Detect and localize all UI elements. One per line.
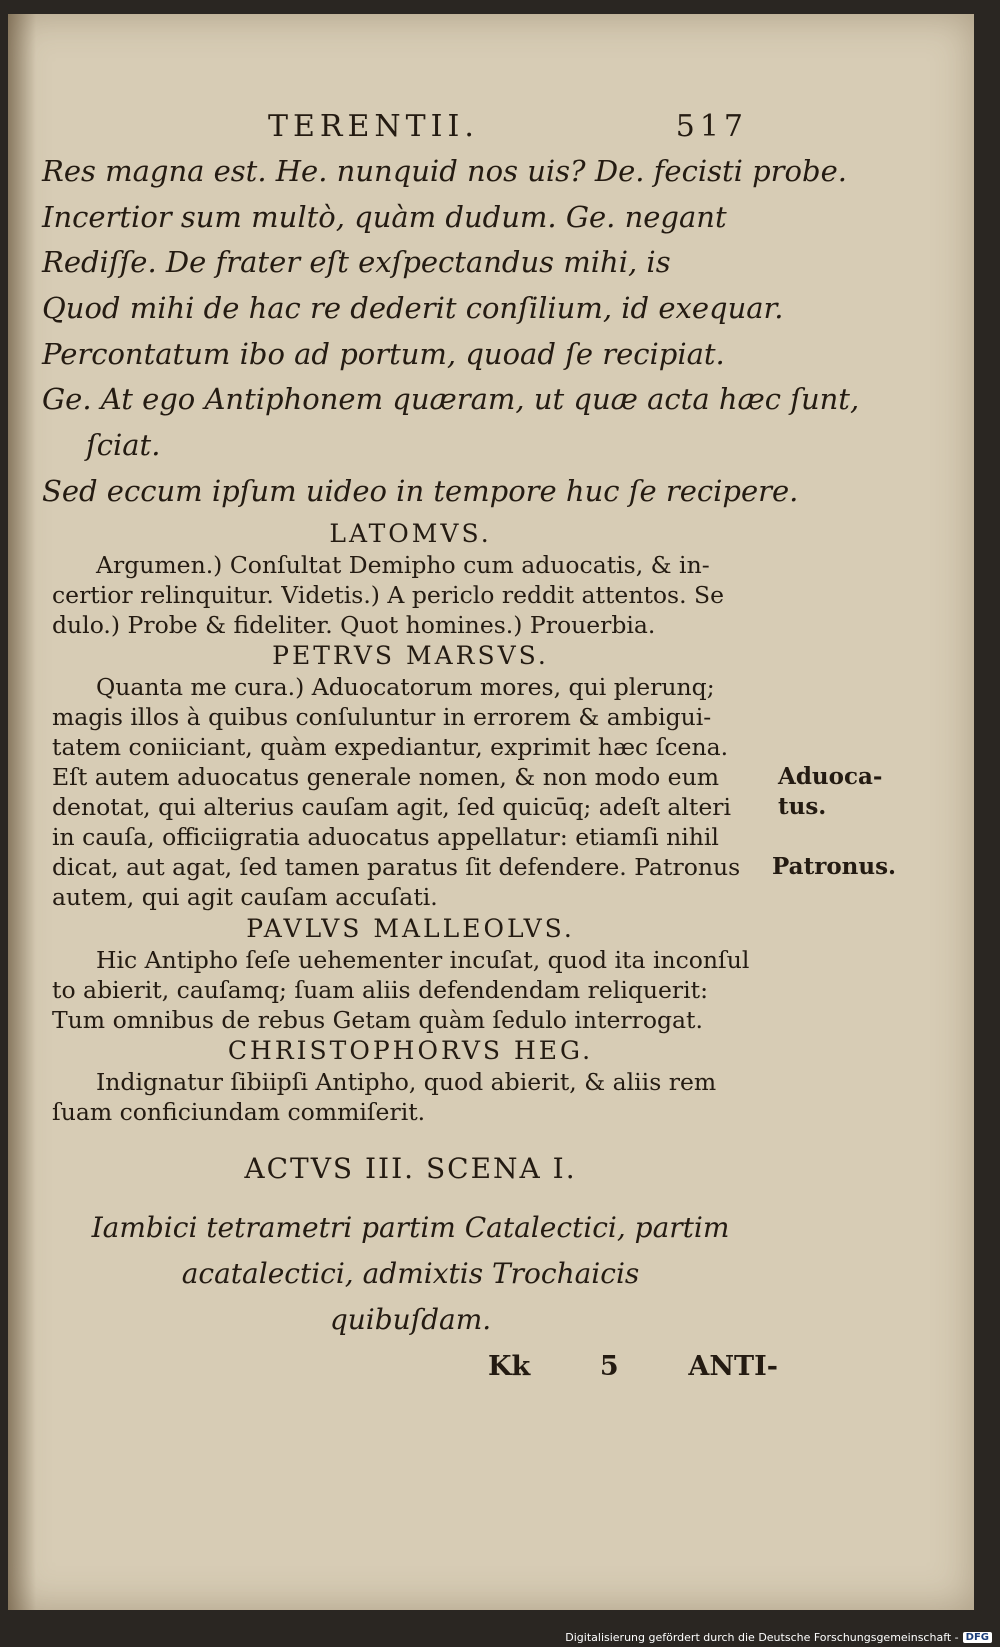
verse-line: Res magna est. He. nunquid nos uis? De. fecisti probe. [42,154,847,188]
commentary-line: dulo.) Probe & fideliter. Quot homines.) Prouerbia. [52,611,656,639]
digitization-credit [565,1631,992,1644]
commentary-line: Eſt autem aduocatus generale nomen, & non modo eum [52,763,720,791]
commentary-line: certior relinquitur. Videtis.) A periclo reddit attentos. Se [52,581,725,609]
margin-note: Aduoca- [778,763,883,790]
verse-line: Sed eccum ipſum uideo in tempore huc ſe recipere. [42,474,799,508]
commentary-line: autem, qui agit cauſam accuſati. [52,883,438,911]
commentary-line: Quanta me cura.) Aduocatorum mores, qui plerunq; [96,673,715,701]
margin-note: Patronus. [772,853,897,880]
commentary-line: in cauſa, officiigratia aduocatus appellatur: etiamſi nihil [52,823,719,851]
commentary-line: magis illos à quibus conſuluntur in errorem & ambigui- [52,703,712,731]
running-title: TERENTII. [268,109,479,144]
commentary-line: Indignatur ſibiipſi Antipho, quod abierit, & aliis rem [96,1068,717,1096]
verse-line: Incertior sum multò, quàm dudum. Ge. negant [42,200,727,234]
commentary-line: ſuam conficiundam commiſerit. [52,1098,426,1126]
meter-line: Iambici tetrametri partim Catalectici, partim [91,1211,730,1244]
commentary-line: to abierit, cauſamq; ſuam aliis defendendam reliquerit: [52,976,709,1004]
page-footer [488,1351,778,1382]
verse-line: Ge. At ego Antiphonem quæram, ut quæ acta hæc ſunt, [42,382,860,416]
verse-line: Percontatum ibo ad portum, quoad ſe recipiat. [42,337,725,371]
commentator-heading: PAVLVS MALLEOLVS. [246,914,575,943]
commentary-line: Hic Antipho ſeſe uehementer incuſat, quod ita inconſul [96,946,750,974]
signature-mark: Kk [488,1351,531,1382]
verse-line: ſciat. [86,428,161,462]
commentary-line: dicat, aut agat, ſed tamen paratus ſit defendere. Patronus [52,853,741,881]
book-page [8,14,974,1610]
dfg-logo: DFG [963,1632,992,1643]
commentary-line: Tum omnibus de rebus Getam quàm ſedulo interrogat. [52,1006,703,1034]
credit-text: Digitalisierung gefördert durch die Deutsche Forschungsgemeinschaft - [565,1631,959,1644]
page-number: 517 [675,109,748,144]
commentary-line: Argumen.) Conſultat Demipho cum aduocatis, & in- [96,551,710,579]
act-heading: ACTVS III. SCENA I. [244,1152,577,1185]
catchword: ANTI- [688,1351,778,1382]
margin-note: tus. [778,793,827,820]
meter-line: quibuſdam. [329,1303,492,1336]
verse-line: Rediſſe. De frater eſt exſpectandus mihi, is [42,245,671,279]
commentator-heading: PETRVS MARSVS. [272,641,549,670]
commentary-line: tatem coniiciant, quàm expediantur, exprimit hæc ſcena. [52,733,729,761]
meter-line: acatalectici, admixtis Trochaicis [181,1257,640,1290]
commentator-heading: LATOMVS. [329,519,492,548]
signature-number: 5 [599,1351,619,1382]
running-header [268,109,748,144]
commentator-heading: CHRISTOPHORVS HEG. [227,1036,594,1065]
commentary-line: denotat, qui alterius cauſam agit, ſed quicūq; adeſt alteri [52,793,731,821]
verse-line: Quod mihi de hac re dederit conſilium, id exequar. [42,291,784,325]
